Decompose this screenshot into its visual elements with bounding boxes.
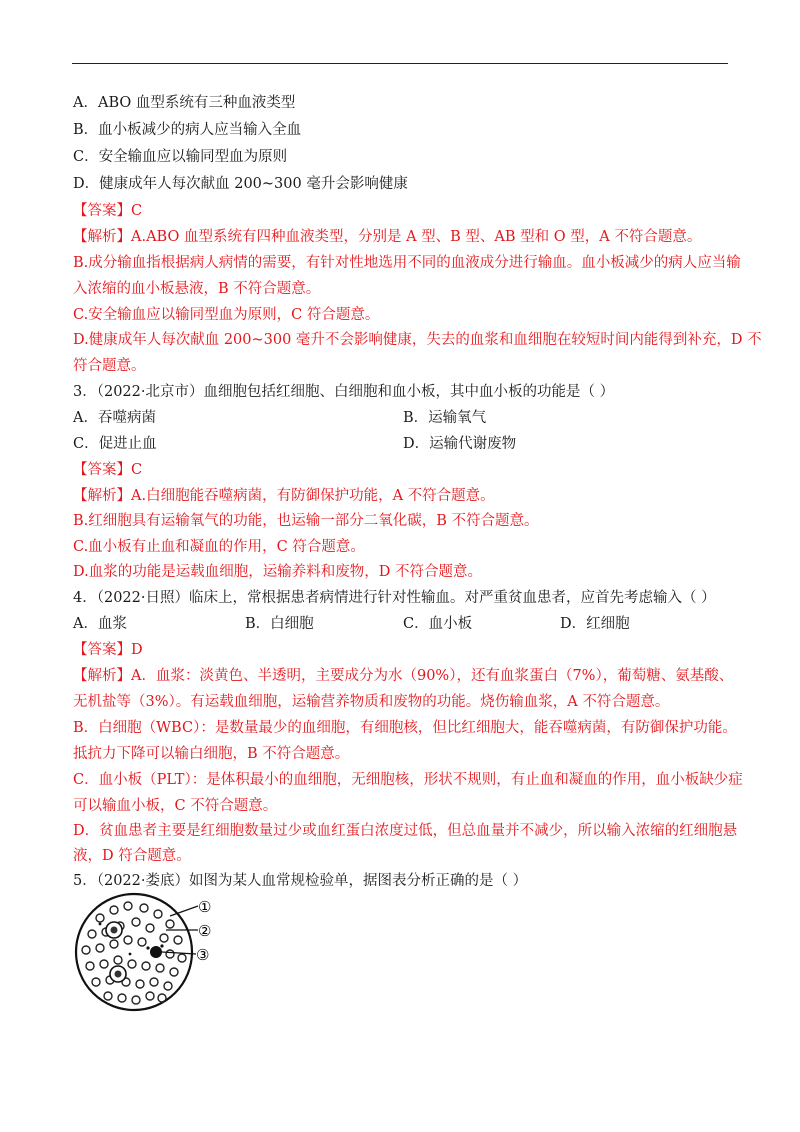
q4-analysis-line: 【解析】A．血浆：淡黄色、半透明，主要成分为水（90%），还有血浆蛋白（7%），葡萄糖、氨基酸、 xyxy=(73,668,734,684)
figure-label-3: ③ xyxy=(196,946,210,964)
q3-analysis-line: C.血小板有止血和凝血的作用，C 符合题意。 xyxy=(73,539,365,555)
q4-answer: 【答案】D xyxy=(73,642,143,658)
q2-option-d: D．健康成年人每次献血 200~300 毫升会影响健康 xyxy=(73,176,408,192)
q4-stem: 4．（2022·日照）临床上，常根据患者病情进行针对性输血。对严重贫血患者，应首先考虑输入（ ） xyxy=(73,590,716,606)
q2-analysis-line: 【解析】A.ABO 血型系统有四种血液类型，分别是 A 型、B 型、AB 型和 O 型，A 不符合题意。 xyxy=(73,229,702,245)
q4-option-b: B．白细胞 xyxy=(245,616,314,632)
q3-analysis-line: D.血浆的功能是运载血细胞，运输养料和废物，D 不符合题意。 xyxy=(73,564,482,580)
q4-analysis-line: 液，D 符合题意。 xyxy=(73,848,191,864)
q4-option-c: C．血小板 xyxy=(403,616,473,632)
figure-label-1: ① xyxy=(198,898,212,916)
q3-stem: 3．（2022·北京市）血细胞包括红细胞、白细胞和血小板，其中血小板的功能是（ ） xyxy=(73,384,615,400)
q4-option-a: A．血浆 xyxy=(73,616,127,632)
q4-analysis-line: 可以输血小板，C 不符合题意。 xyxy=(73,798,278,814)
q4-analysis-line: B．白细胞（WBC）：是数量最少的血细胞，有细胞核，但比红细胞大，能吞噬病菌，有防御保护功能。 xyxy=(73,720,737,736)
q2-option-a: A．ABO 血型系统有三种血液类型 xyxy=(73,95,296,111)
q2-analysis-line: B.成分输血指根据病人病情的需要，有针对性地选用不同的血液成分进行输血。血小板减少的病人应当输 xyxy=(73,255,741,271)
q3-analysis-line: 【解析】A.白细胞能吞噬病菌，有防御保护功能，A 不符合题意。 xyxy=(73,488,495,504)
q2-analysis-line: C.安全输血应以输同型血为原则，C 符合题意。 xyxy=(73,307,380,323)
q4-option-d: D．红细胞 xyxy=(560,616,630,632)
q3-option-c: C．促进止血 xyxy=(73,436,157,452)
q4-analysis-line: 抵抗力下降可以输白细胞，B 不符合题意。 xyxy=(73,746,350,762)
q2-analysis-line: 符合题意。 xyxy=(73,358,146,374)
blood-smear-figure xyxy=(70,888,230,1016)
q2-option-c: C．安全输血应以输同型血为原则 xyxy=(73,149,288,165)
q2-answer: 【答案】C xyxy=(73,203,143,219)
q3-option-b: B．运输氧气 xyxy=(403,410,487,426)
q4-analysis-line: C．血小板（PLT）：是体积最小的血细胞，无细胞核，形状不规则，有止血和凝血的作用，血小板缺少症 xyxy=(73,772,743,788)
q2-analysis-line: D.健康成年人每次献血 200~300 毫升不会影响健康，失去的血浆和血细胞在较短时间内能得到补充，D 不 xyxy=(73,332,762,348)
q4-analysis-line: D．贫血患者主要是红细胞数量过少或血红蛋白浓度过低，但总血量并不减少，所以输入浓缩的红细胞悬 xyxy=(73,823,738,839)
q2-option-b: B．血小板减少的病人应当输入全血 xyxy=(73,122,302,138)
q3-analysis-line: B.红细胞具有运输氧气的功能，也运输一部分二氧化碳，B 不符合题意。 xyxy=(73,513,539,529)
q3-answer: 【答案】C xyxy=(73,462,143,478)
q5-stem: 5．（2022·娄底）如图为某人血常规检验单，据图表分析正确的是（ ） xyxy=(73,873,528,889)
q4-analysis-line: 无机盐等（3%）。有运载血细胞，运输营养物质和废物的功能。烧伤输血浆，A 不符合题意。 xyxy=(73,694,670,710)
figure-label-2: ② xyxy=(198,922,212,940)
blood-smear-circle xyxy=(76,894,192,1010)
q3-option-d: D．运输代谢废物 xyxy=(403,436,517,452)
header-rule xyxy=(72,63,728,64)
q2-analysis-line: 入浓缩的血小板悬液，B 不符合题意。 xyxy=(73,281,321,297)
q3-option-a: A．吞噬病菌 xyxy=(73,410,156,426)
